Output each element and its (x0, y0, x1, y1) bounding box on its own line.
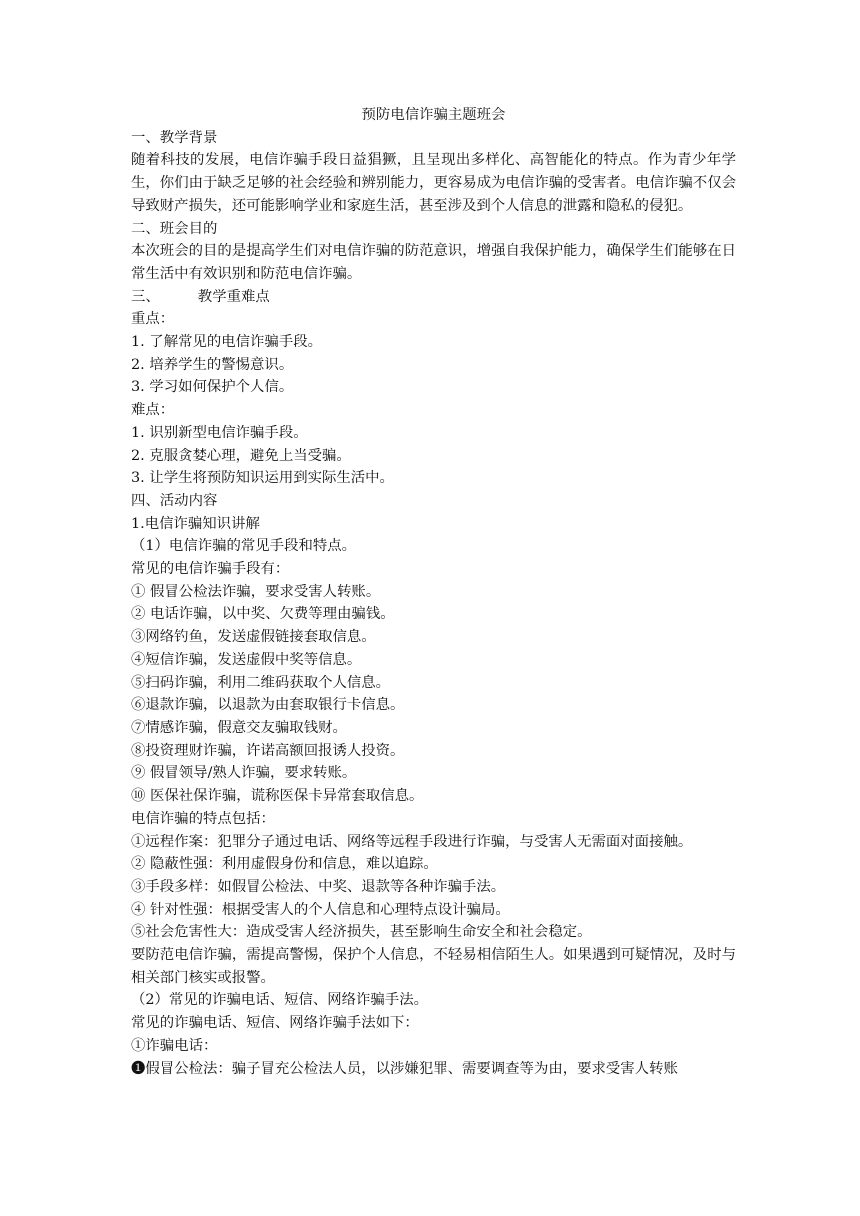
feature-item: ⑤社会危害性大：造成受害人经济损失，甚至影响生命安全和社会稳定。 (131, 924, 592, 941)
feature-item: ③手段多样：如假冒公检法、中奖、退款等各种诈骗手法。 (131, 878, 506, 895)
method-item: ③网络钓鱼，发送虚假链接套取信息。 (131, 629, 376, 646)
document-title: 预防电信诈骗主题班会 (361, 107, 506, 123)
focus-label: 重点： (131, 311, 175, 328)
subsection-heading: （1）电信诈骗的常见手段和特点。 (131, 538, 357, 555)
method-item: ⑧投资理财诈骗，许诺高额回报诱人投资。 (131, 742, 405, 759)
section-heading-background: 一、教学背景 (131, 129, 218, 146)
method-item: ⑦情感诈骗，假意交友骗取钱财。 (131, 719, 347, 736)
background-paragraph: 随着科技的发展，电信诈骗手段日益猖獗，且呈现出多样化、高智能化的特点。作为青少年学生，你们由于缺乏足够的社会经验和辨别能力，更容易成为电信诈骗的受害者。电信诈骗不仅会导致财产损失，还可能影响学业和家庭生活，甚至涉及到个人信息的泄露和隐私的侵犯。 (131, 152, 736, 214)
subsection-heading: （2）常见的诈骗电话、短信、网络诈骗手法。 (131, 992, 428, 1009)
method-item: ④短信诈骗，发送虚假中奖等信息。 (131, 651, 362, 668)
method-item: ① 假冒公检法诈骗，要求受害人转账。 (131, 583, 381, 600)
difficulty-item: 3. 让学生将预防知识运用到实际生活中。 (131, 470, 394, 487)
advice-paragraph: 要防范电信诈骗，需提高警惕，保护个人信息，不轻易相信陌生人。如果遇到可疑情况，及时与相关部门核实或报警。 (131, 947, 736, 986)
methods-intro: 常见的电信诈骗手段有： (131, 561, 290, 578)
purpose-paragraph: 本次班会的目的是提高学生们对电信诈骗的防范意识，增强自我保护能力，确保学生们能够在日常生活中有效识别和防范电信诈骗。 (131, 243, 736, 282)
document-body (131, 104, 736, 1080)
feature-item: ①远程作案：犯罪分子通过电话、网络等远程手段进行诈骗，与受害人无需面对面接触。 (131, 833, 693, 850)
feature-item: ④ 针对性强：根据受害人的个人信息和心理特点设计骗局。 (131, 901, 510, 918)
phone-scam-item: ❶假冒公检法：骗子冒充公检法人员，以涉嫌犯罪、需要调查等为由，要求受害人转账 (131, 1060, 678, 1077)
method-item: ② 电话诈骗，以中奖、欠费等理由骗钱。 (131, 606, 395, 623)
focus-item: 1. 了解常见的电信诈骗手段。 (131, 334, 322, 351)
section-heading-activities: 四、活动内容 (131, 492, 218, 509)
section-heading-text: 教学重难点 (197, 288, 270, 305)
features-intro: 电信诈骗的特点包括： (131, 810, 275, 827)
section-number: 三、 (131, 288, 160, 305)
method-item: ⑥退款诈骗，以退款为由套取银行卡信息。 (131, 697, 405, 714)
method-item: ⑨ 假冒领导/熟人诈骗，要求转账。 (131, 765, 357, 782)
feature-item: ② 隐蔽性强：利用虚假身份和信息，难以追踪。 (131, 856, 438, 873)
method-item: ⑩ 医保社保诈骗，谎称医保卡异常套取信息。 (131, 788, 424, 805)
section-heading-purpose: 二、班会目的 (131, 220, 218, 237)
focus-item: 2. 培养学生的警惕意识。 (131, 356, 294, 373)
section-heading-key-points (131, 286, 736, 309)
focus-item: 3. 学习如何保护个人信。 (131, 379, 294, 396)
scams-intro: 常见的诈骗电话、短信、网络诈骗手法如下： (131, 1015, 419, 1032)
difficulty-item: 1. 识别新型电信诈骗手段。 (131, 424, 308, 441)
difficulty-label: 难点： (131, 402, 175, 419)
difficulty-item: 2. 克服贪婪心理，避免上当受骗。 (131, 447, 351, 464)
subsection-heading: 1.电信诈骗知识讲解 (131, 515, 260, 532)
phone-scam-label: ①诈骗电话： (131, 1037, 218, 1054)
method-item: ⑤扫码诈骗，利用二维码获取个人信息。 (131, 674, 391, 691)
